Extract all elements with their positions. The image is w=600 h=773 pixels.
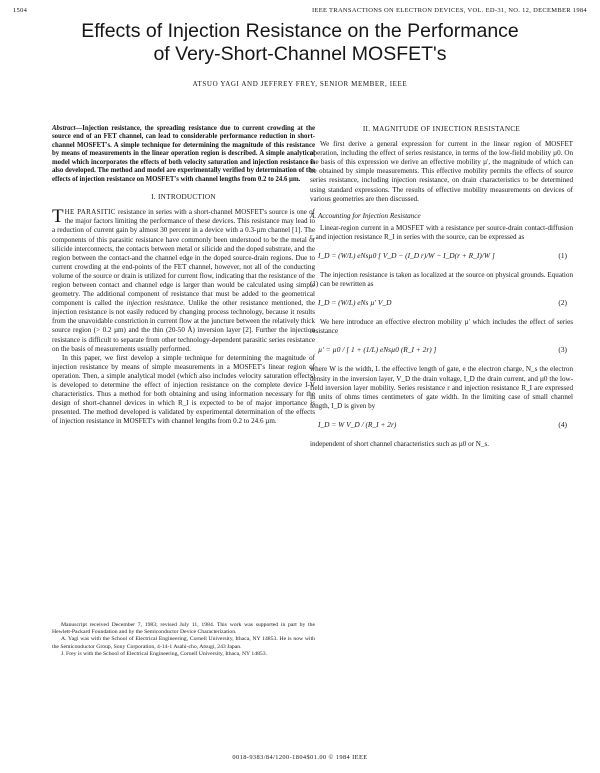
- section-heading-magnitude: II. MAGNITUDE OF INJECTION RESISTANCE: [362, 125, 521, 133]
- equation-3: [310, 340, 573, 361]
- right-column: [310, 125, 573, 449]
- footnote-author-a: A. Yagi was with the School of Electrical Engineering, Cornell University, Ithaca, NY 14853. He is now with the Semiconductor Group, Sony Corporation, 4-14-1 Asahi-cho, Atsugi, 243 Japan.: [52, 636, 315, 650]
- equation-2-body: I_D = (W/L) eNs µ' V_D: [318, 298, 392, 308]
- equation-3-body: µ' = µ0 / [ 1 + (1/L) eNsµ0 (R_I + 2r) ]: [318, 345, 437, 355]
- equation-2: [310, 293, 573, 314]
- author-line: ATSUO YAGI AND JEFFREY FREY, SENIOR MEMBER, IEEE: [192, 80, 408, 88]
- intro-p1-end: . Unlike the other resistance mentioned, the injection resistance is not easily reduced by changing process technology, because it results from the unavoidable constriction in current flow at the juncture between the relatively thick source region (> 0.2 µm) and the thin (20-50 Å) inversion layer [2]. Further the injection resistance is difficult to separate from other technology-dependent parasitic series resistance on the basis of measurements usually performed.: [52, 299, 315, 353]
- subsection-heading: A. Accounting for Injection Resistance: [310, 211, 421, 220]
- subsection-paragraph-4: where W is the width, L the effective length of gate, e the electron charge, N_s the electron density in the inversion layer, V_D the drain voltage, I_D the drain current, and µ0 the low-field inversion layer mobility. Series resistance r and injection resistance R_I are expressed in units of ohms times centimeters of gate width. In the limiting case of small channel length, I_D is given by: [310, 365, 573, 410]
- magnitude-paragraph: We first derive a general expression for current in the linear region of MOSFET operation, including the effect of series resistance, in terms of the low-field mobility µ0. On the basis of this expression we derive an effective mobility µ', the magnitude of which can be obtained by simple measurements. This effective mobility permits the effects of source series resistance, including injection resistance, on drain characteristics to be determined using standard expressions. The results of effective mobility measurements on devices of various geometries are then discussed.: [310, 140, 573, 203]
- subsection-paragraph-2: The injection resistance is taken as localized at the source on physical grounds. Equation (1) can be rewritten as: [310, 271, 573, 289]
- equation-4-body: I_D = W V_D / (R_I + 2r): [318, 419, 397, 429]
- abstract-text: Injection resistance, the spreading resistance due to current crowding at the source end of an FET channel, can lead to considerable performance reduction in short-channel MOSFET's. A simple technique for determining the magnitude of this resistance by means of measurements in the linear operation region is described. A simple analytical model which incorporates the effects of both velocity saturation and injection resistance is also developed. The method and model are experimentally verified by determination of the effects of injection resistance on MOSFET's with channel lengths from 0.2 to 24.6 µm.: [52, 125, 315, 183]
- equation-1-body: I_D = (W/L) eNsµ0 [ V_D − (I_D r)/W − I_D(r + R_I)/W ]: [318, 251, 495, 261]
- footnotes: [52, 622, 315, 658]
- equation-1-number: (1): [558, 251, 567, 261]
- paper-title: [0, 20, 600, 66]
- drop-cap: T: [52, 206, 64, 228]
- section-heading-introduction: I. INTRODUCTION: [151, 193, 216, 202]
- equation-1: [310, 246, 573, 267]
- subsection-paragraph-5: independent of short channel characteristics such as µ0 or N_s.: [310, 439, 490, 448]
- title-line-2: of Very-Short-Channel MOSFET's: [153, 43, 447, 65]
- copyright-line: 0018-9383/84/1200-1804$01.00 © 1984 IEEE: [232, 754, 368, 761]
- intro-lead-caps: HE PARASITIC: [64, 208, 116, 217]
- intro-p1-text: resistance in series with a short-channel MOSFET's source is one of the major factors limiting the performance of these devices. This resistance may lead to a reduction of current gain by almost 30 percent in a device with a 0.3-µm channel [1]. The components of this parasitic resistance have commonly been understood to be the metal or silicide interconnects, the contacts between metal or silicide and the doped substrate, and the region between the contact-and the channel edge in the doped source-drain regions. Due to current crowding at the end-points of the FET channel, however, not all of the conducting volume of the source or drain is utilized for current flow, indicating that the resistance of the region between contact and channel edge is larger than would be calculated using simple geometry. The additional component of resistance that must be added to the geometrical component is called the: [52, 208, 315, 308]
- equation-2-number: (2): [558, 298, 567, 308]
- intro-p1-term: injection resistance: [126, 299, 184, 308]
- footnote-received: Manuscript received December 7, 1983; revised July 11, 1984. This work was supported in part by the Hewlett-Packard Foundation and by the Semiconductor Device Characterization.: [52, 622, 315, 636]
- abstract: [52, 125, 315, 184]
- page-number: 1504: [13, 7, 28, 14]
- intro-paragraph-2: In this paper, we first develop a simple technique for determining the magnitude of injection resistance by means of simple measurements in a MOSFET's linear region of operation. Then, a simple analytical model (which also includes velocity saturation effects) is developed to determine the effect of injection resistance on the complete device I-V characteristics. Thus a method for both obtaining and using information necessary for the design of short-channel devices in which R_I is expected to be of major importance is presented. The method developed is validated by experimental determination of the effects of injection resistance in MOSFET's with channel lengths from 0.2 to 24.6 µm.: [52, 353, 315, 426]
- subsection-paragraph-3: We here introduce an effective electron mobility µ' which includes the effect of series resistance: [310, 318, 573, 336]
- equation-3-number: (3): [558, 345, 567, 355]
- abstract-label: Abstract—: [52, 125, 83, 132]
- intro-paragraph-1: [52, 208, 315, 354]
- journal-line: IEEE TRANSACTIONS ON ELECTRON DEVICES, VOL. ED-31, NO. 12, DECEMBER 1984: [311, 7, 587, 14]
- equation-4-number: (4): [558, 419, 567, 429]
- left-column: [52, 125, 315, 427]
- title-line-1: Effects of Injection Resistance on the Performance: [81, 20, 519, 42]
- running-header: [13, 6, 587, 16]
- equation-4: [310, 415, 573, 436]
- subsection-paragraph-1: Linear-region current in a MOSFET with a resistance per source-drain contact-diffusion r, and injection resistance R_I in series with the source, can be expressed as: [310, 223, 573, 241]
- footnote-author-b: J. Frey is with the School of Electrical Engineering, Cornell University, Ithaca, NY 14853.: [61, 650, 268, 657]
